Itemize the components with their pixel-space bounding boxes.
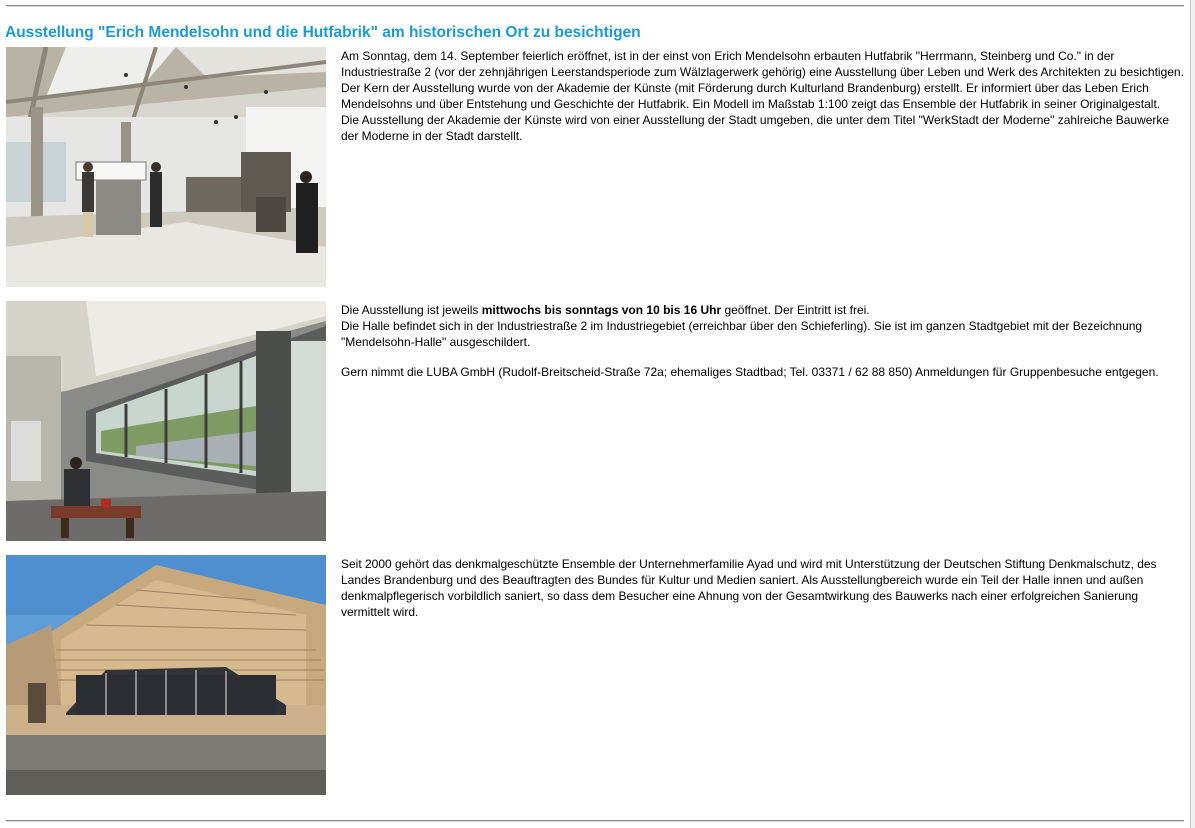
restoration-paragraph: Seit 2000 gehört das denkmalgeschützte Ensemble der Unternehmerfamilie Ayad und wird mit Unterstützung der Deutschen Stiftung Denkmalschutz, des Landes Brandenburg und des Beauftragten des Bundes für Kultur und Medien saniert. Als Ausstellungbereich wurde ein Teil der Halle innen und außen denkmalpflegerisch vorbildlich saniert, so dass dem Besucher eine Ahnung von der Gesamtwirkung des Bauwerks nach einer erfolgreichen Sanierung vermittelt wird. — [341, 557, 1157, 619]
restoration-text — [341, 556, 1186, 620]
intro-text — [341, 48, 1186, 144]
page-title: Ausstellung "Erich Mendelsohn und die Hutfabrik" am historischen Ort zu besichtigen — [5, 24, 641, 41]
group-booking-paragraph: Gern nimmt die LUBA GmbH (Rudolf-Breitscheid-Straße 72a; ehemaliges Stadtbad; Tel. 03371 / 62 88 850) Anmeldungen für Gruppenbesuche entgegen. — [341, 365, 1159, 379]
factory-exterior-photo — [6, 555, 326, 795]
opening-hours-prefix: Die Ausstellung ist jeweils — [341, 303, 482, 317]
opening-hours-paragraph — [341, 302, 1186, 318]
hall-windows-photo — [6, 301, 326, 541]
location-paragraph: Die Halle befindet sich in der Industriestraße 2 im Industriegebiet (erreichbar über den Schieferling). Sie ist im ganzen Stadtgebiet mit der Bezeichnung "Mendelsohn-Halle" ausgeschildert. — [341, 319, 1143, 349]
academy-paragraph: Der Kern der Ausstellung wurde von der Akademie der Künste (mit Förderung durch Kulturland Brandenburg) erstellt. Er informiert über das Leben Erich Mendelsohns und über Entstehung und Geschichte der Hutfabrik. Ein Modell im Maßstab 1:100 zeigt das Ensemble der Hutfabrik in seiner Originalgestalt. — [341, 81, 1161, 111]
opening-hours-suffix: geöffnet. Der Eintritt ist frei. — [721, 303, 870, 317]
bottom-divider — [6, 820, 1184, 822]
top-divider — [6, 5, 1184, 7]
visitor-info-text — [341, 302, 1186, 380]
opening-hours-days: mittwochs bis sonntags von 10 bis 16 Uhr — [481, 303, 722, 317]
paragraph-spacer — [341, 350, 1186, 364]
city-exhibition-paragraph: Die Ausstellung der Akademie der Künste wird von einer Ausstellung der Stadt umgeben, die unter dem Titel "WerkStadt der Moderne" zahlreiche Bauwerke der Moderne in der Stadt darstellt. — [341, 113, 1170, 143]
exhibition-interior-photo — [6, 47, 326, 287]
opening-paragraph: Am Sonntag, dem 14. September feierlich eröffnet, ist in der einst von Erich Mendelsohn erbauten Hutfabrik "Herrmann, Steinberg und Co." in der Industriestraße 2 (vor der zehnjährigen Leerstandsperiode zum Wälzlagerwerk gehörig) eine Ausstellung über Leben und Werk des Architekten zu besichtigen. — [341, 49, 1184, 79]
window-scrollbar-edge[interactable] — [1190, 0, 1195, 828]
